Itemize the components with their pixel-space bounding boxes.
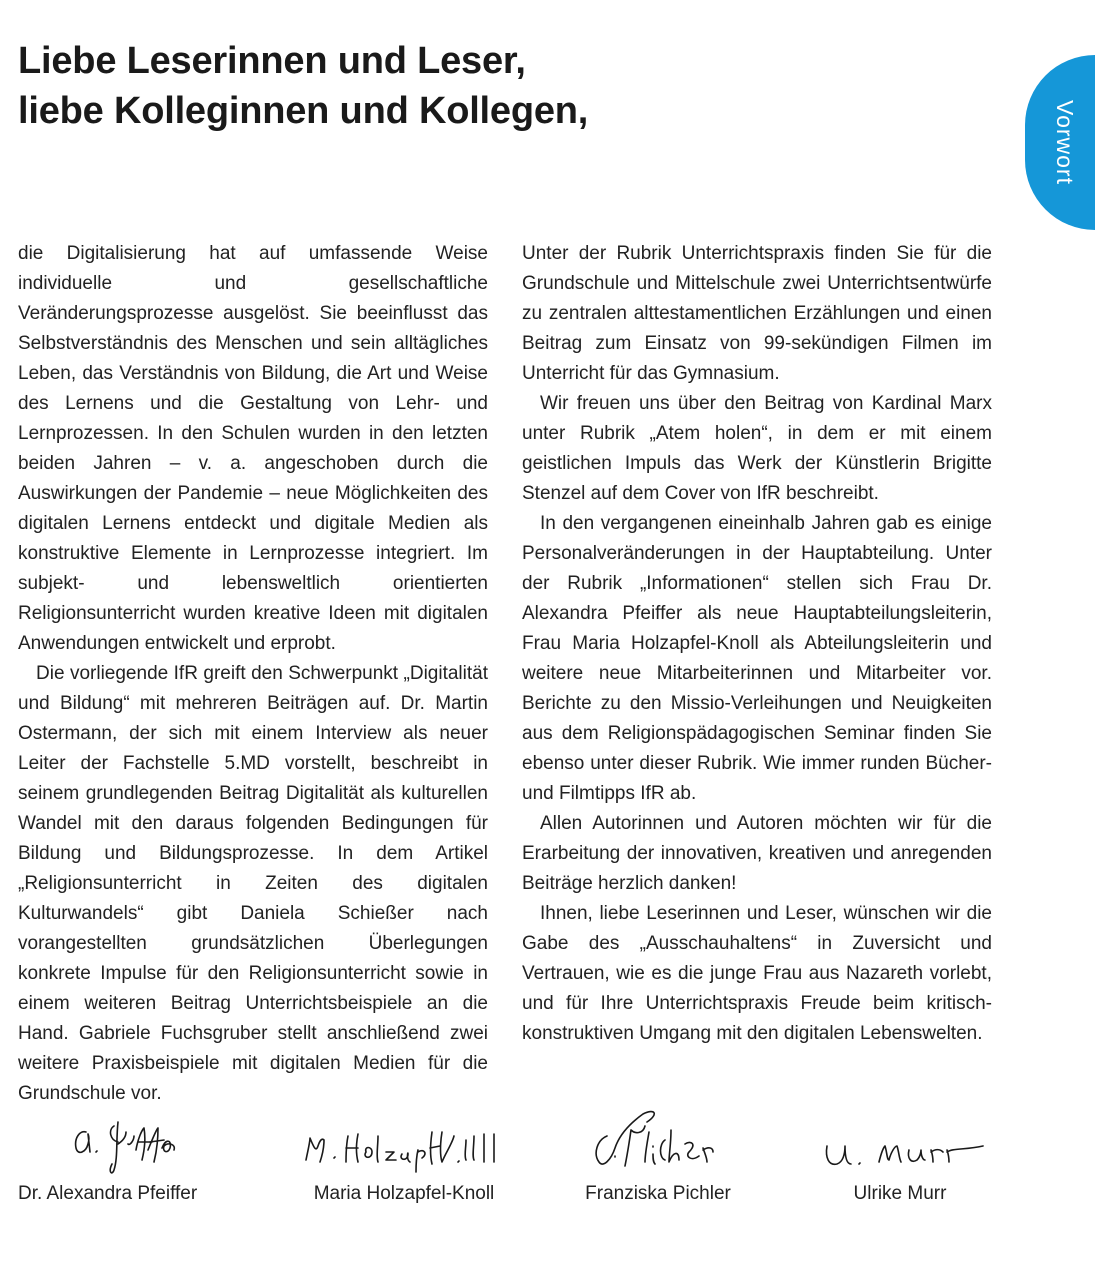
handwritten-signature-holzapfel-knoll: [290, 1100, 518, 1180]
heading-line-2: liebe Kolleginnen und Kollegen,: [18, 90, 589, 132]
heading-line-1: Liebe Leserinnen und Leser,: [18, 40, 526, 82]
signature-pichler: [573, 1100, 743, 1210]
right-column: [522, 239, 992, 1049]
handwritten-signature-murr: [805, 1100, 995, 1180]
page-heading: [18, 36, 588, 136]
right-paragraph-5: Ihnen, liebe Leserinnen und Leser, wünschen wir die Gabe des „Ausschauhaltens“ in Zuversicht und Vertrauen, wie es die junge Frau aus Nazareth vorlebt, und für Ihre Unterrichtspraxis Freude beim kritisch-konstruktiven Umgang mit den digitalen Lebenswelten.: [522, 903, 992, 1044]
signature-holzapfel-knoll: [290, 1100, 518, 1210]
right-paragraph-2: Wir freuen uns über den Beitrag von Kardinal Marx unter Rubrik „Atem holen“, in dem er mit einem geistlichen Impuls das Werk der Künstlerin Brigitte Stenzel auf dem Cover von IfR beschreibt.: [522, 393, 992, 504]
signer-name-pfeiffer: Dr. Alexandra Pfeiffer: [18, 1183, 198, 1204]
left-paragraph-2: Die vorliegende IfR greift den Schwerpunkt „Digitalität und Bildung“ mit mehreren Beiträgen auf. Dr. Martin Ostermann, der sich mit einem Interview als neuer Leiter der Fachstelle 5.MD vorstellt, beschreibt in seinem grundlegenden Beitrag Digitalität als kulturellen Wandel mit den daraus folgenden Bedingungen für Bildung und Bildungsprozesse. In dem Artikel „Religionsunterricht in Zeiten des digitalen Kulturwandels“ gibt Daniela Schießer nach vorangestellten grundsätzlichen Überlegungen konkrete Impulse für den Religionsunterricht sowie in einem weiteren Beitrag Unterrichtsbeispiele an die Hand. Gabriele Fuchsgruber stellt anschließend zwei weitere Praxisbeispiele mit digitalen Medien für die Grundschule vor.: [18, 663, 488, 1104]
signer-name-murr: Ulrike Murr: [853, 1183, 947, 1204]
handwritten-signature-pichler: [573, 1100, 743, 1180]
right-paragraph-4: Allen Autorinnen und Autoren möchten wir für die Erarbeitung der innovativen, kreativen und anregenden Beiträge herzlich danken!: [522, 813, 992, 894]
section-tab-label: Vorwort: [1052, 99, 1078, 185]
handwritten-signature-pfeiffer: [38, 1100, 188, 1180]
right-paragraph-3: In den vergangenen eineinhalb Jahren gab es einige Personalveränderungen in der Hauptabteilung. Unter der Rubrik „Informationen“ stellen sich Frau Dr. Alexandra Pfeiffer als neue Hauptabteilungsleiterin, Frau Maria Holzapfel-Knoll als Abteilungsleiterin und weitere neue Mitarbeiterinnen und Mitarbeiter vor. Berichte zu den Missio-Verleihungen und Neuigkeiten aus dem Religionspädagogischen Seminar finden Sie ebenso unter dieser Rubrik. Wie immer runden Bücher- und Filmtipps IfR ab.: [522, 513, 992, 804]
left-paragraph-1: die Digitalisierung hat auf umfassende Weise individuelle und gesellschaftliche Veränderungsprozesse ausgelöst. Sie beeinflusst das Selbstverständnis des Menschen und sein alltägliches Leben, das Verständnis von Bildung, die Art und Weise des Lernens und die Gestaltung von Lehr- und Lernprozessen. In den Schulen wurden in den letzten beiden Jahren – v. a. angeschoben durch die Auswirkungen der Pandemie – neue Möglichkeiten des digitalen Lernens entdeckt und digitale Medien als konstruktive Elemente in Lernprozesse integriert. Im subjekt- und lebensweltlich orientierten Religionsunterricht wurden kreative Ideen mit digitalen Anwendungen entwickelt und erprobt.: [18, 243, 488, 654]
signature-block: [0, 1100, 1095, 1210]
right-paragraph-1: Unter der Rubrik Unterrichtspraxis finden Sie für die Grundschule und Mittelschule zwei Unterrichtsentwürfe zu zentralen alttestamentlichen Erzählungen und einen Beitrag zum Einsatz von 99-sekündigen Filmen im Unterricht für das Gymnasium.: [522, 243, 992, 384]
signature-murr: [805, 1100, 995, 1210]
signer-name-holzapfel-knoll: Maria Holzapfel-Knoll: [313, 1183, 495, 1204]
signature-pfeiffer: [18, 1100, 208, 1210]
signer-name-pichler: Franziska Pichler: [585, 1183, 731, 1204]
left-column: [18, 239, 488, 1109]
